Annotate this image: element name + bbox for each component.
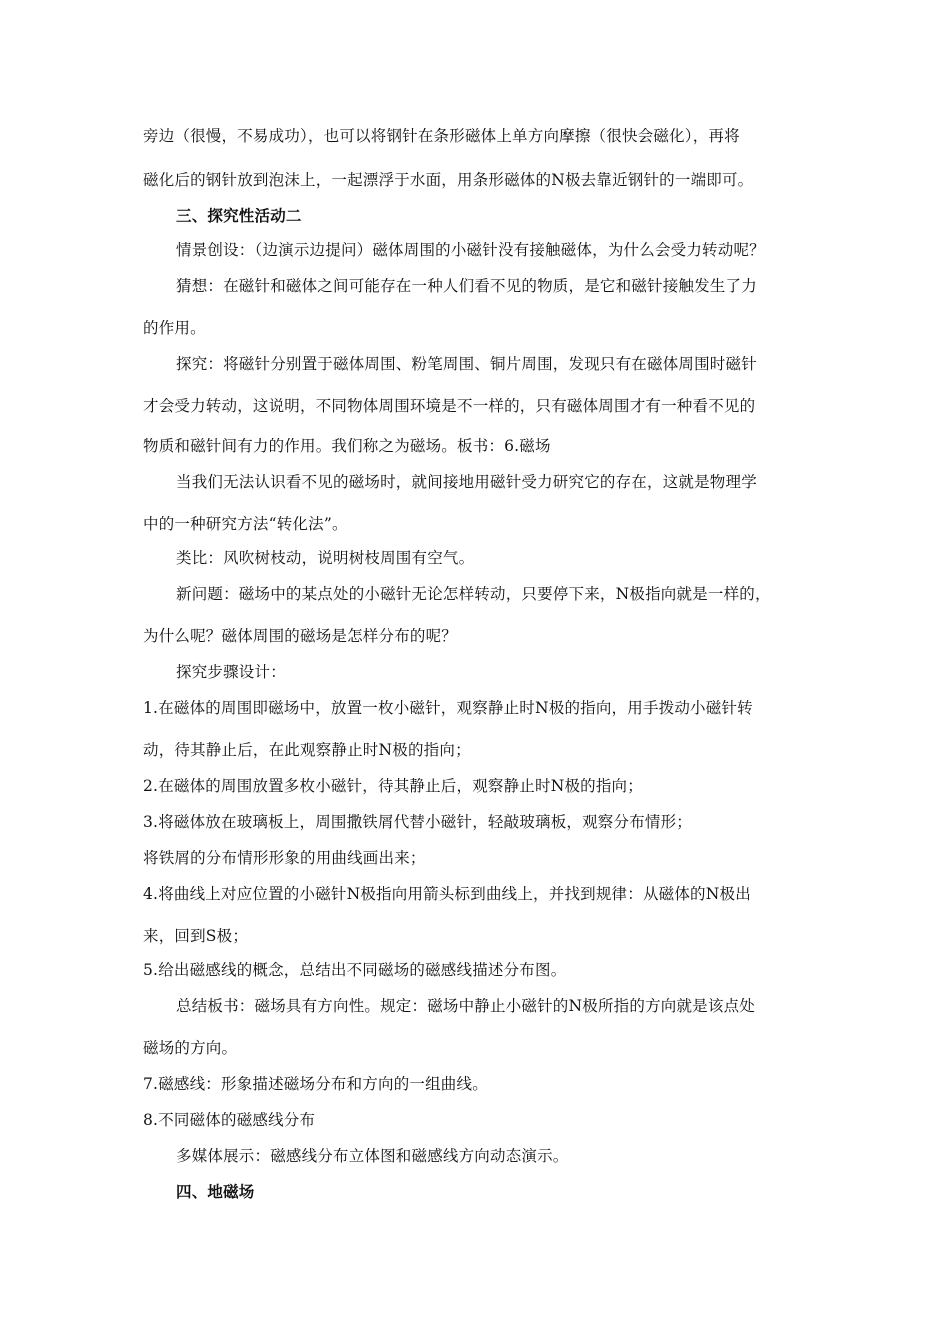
paragraph-line: 当我们无法认识看不见的磁场时，就间接地用磁针受力研究它的存在，这就是物理学: [176, 473, 757, 491]
list-item: 3.将磁体放在玻璃板上，周围撒铁屑代替小磁针，轻敲玻璃板，观察分布情形；: [143, 813, 692, 831]
paragraph-line: 磁化后的钢针放到泡沫上，一起漂浮于水面，用条形磁体的N极去靠近钢针的一端即可。: [143, 171, 754, 189]
list-item: 5.给出磁感线的概念，总结出不同磁场的磁感线描述分布图。: [143, 961, 567, 979]
paragraph-line: 类比：风吹树枝动，说明树枝周围有空气。: [176, 549, 475, 567]
list-item: 4.将曲线上对应位置的小磁针N极指向用箭头标到曲线上，并找到规律：从磁体的N极出: [143, 885, 751, 903]
paragraph-line: 旁边（很慢，不易成功），也可以将钢针在条形磁体上单方向摩擦（很快会磁化），再将: [143, 127, 740, 145]
paragraph-line: 探究步骤设计：: [176, 663, 286, 681]
list-item-continuation: 动，待其静止后，在此观察静止时N极的指向；: [143, 741, 471, 759]
list-item: 2.在磁体的周围放置多枚小磁针，待其静止后，观察静止时N极的指向；: [143, 777, 643, 795]
paragraph-line: 情景创设：（边演示边提问）磁体周围的小磁针没有接触磁体，为什么会受力转动呢？: [176, 241, 765, 259]
paragraph-line: 探究：将磁针分别置于磁体周围、粉笔周围、铜片周围，发现只有在磁体周围时磁针: [176, 355, 757, 373]
list-item: 7.磁感线：形象描述磁场分布和方向的一组曲线。: [143, 1075, 488, 1093]
paragraph-line: 磁场的方向。: [143, 1039, 238, 1057]
section-heading: 四、地磁场: [176, 1182, 255, 1201]
paragraph-line: 为什么呢？磁体周围的磁场是怎样分布的呢？: [143, 627, 458, 645]
paragraph-line: 多媒体展示：磁感线分布立体图和磁感线方向动态演示。: [176, 1147, 569, 1165]
paragraph-line: 中的一种研究方法“转化法”。: [143, 515, 348, 533]
paragraph-line: 物质和磁针间有力的作用。我们称之为磁场。板书：6.磁场: [143, 437, 551, 455]
paragraph-line: 新问题：磁场中的某点处的小磁针无论怎样转动，只要停下来，N极指向就是一样的，: [176, 585, 771, 603]
paragraph-line: 猜想：在磁针和磁体之间可能存在一种人们看不见的物质，是它和磁针接触发生了力: [176, 277, 757, 295]
list-item-continuation: 来，回到S极；: [143, 927, 249, 945]
paragraph-line: 的作用。: [143, 319, 206, 337]
paragraph-line: 总结板书：磁场具有方向性。规定：磁场中静止小磁针的N极所指的方向就是该点处: [176, 997, 755, 1015]
paragraph-line: 才会受力转动，这说明，不同物体周围环境是不一样的，只有磁体周围才有一种看不见的: [143, 397, 756, 415]
list-item: 1.在磁体的周围即磁场中，放置一枚小磁针，观察静止时N极的指向，用手拨动小磁针转: [143, 699, 753, 717]
section-heading: 三、探究性活动二: [176, 206, 302, 225]
paragraph-line: 将铁屑的分布情形形象的用曲线画出来；: [143, 849, 426, 867]
list-item: 8.不同磁体的磁感线分布: [143, 1111, 316, 1129]
